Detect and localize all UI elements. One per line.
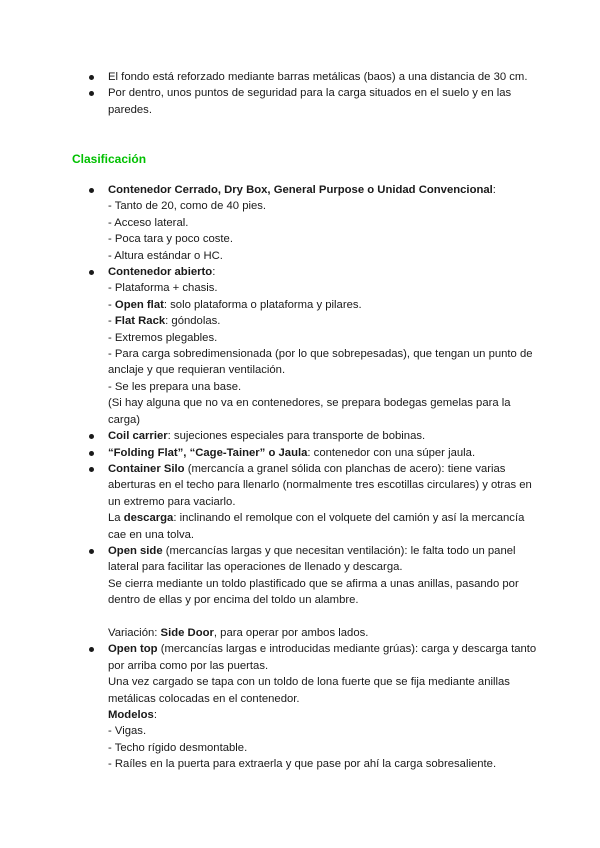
bullet-icon (89, 188, 94, 193)
item-container-silo (0, 461, 600, 543)
item-title: Open side (108, 544, 163, 557)
detail-line: La descarga: inclinando el remolque con el volquete del camión y así la mercancía cae en una tolva. (108, 512, 525, 541)
detail-line: - Techo rígido desmontable. (108, 741, 248, 754)
top-bullet-list (0, 69, 600, 118)
bullet-icon (89, 434, 94, 439)
detail-line: - Se les prepara una base. (108, 380, 242, 393)
detail-line: Una vez cargado se tapa con un toldo de lona fuerte que se fija mediante anillas metálicas colocadas en el contenedor. (108, 676, 510, 705)
item-text: (mercancías largas e introducidas mediante grúas): carga y descarga tanto por arriba como por las puertas. (108, 643, 537, 672)
item-coil-carrier (0, 428, 600, 444)
item-title: Open top (108, 643, 158, 656)
detail-line: - Tanto de 20, como de 40 pies. (108, 200, 267, 213)
detail-line: - Open flat: solo plataforma o plataforma y pilares. (108, 298, 362, 311)
item-title: Container Silo (108, 462, 185, 475)
detail-line: - Acceso lateral. (108, 216, 189, 229)
list-item-text: Por dentro, unos puntos de seguridad para la carga situados en el suelo y en las paredes. (108, 87, 512, 116)
classification-list (0, 182, 600, 773)
bullet-icon (89, 451, 94, 456)
detail-line: - Para carga sobredimensionada (por lo que sobrepesadas), que tengan un punto de anclaje y que requieran ventilación. (108, 348, 533, 377)
item-folding-flat (0, 445, 600, 461)
item-title: Coil carrier (108, 430, 168, 443)
item-contenedor-abierto (0, 264, 600, 428)
item-text: : sujeciones especiales para transporte de bobinas. (167, 430, 426, 443)
bullet-icon (89, 647, 94, 652)
detail-line: - Poca tara y poco coste. (108, 233, 233, 246)
bullet-icon (89, 467, 94, 472)
item-text: (mercancía a granel sólida con planchas de acero): tiene varias aberturas en el techo para llenarlo (normalmente tres escotillas circulares) y otras en un extremo para vaciarlo. (108, 462, 532, 508)
bullet-icon (89, 270, 94, 275)
item-title: Contenedor Cerrado, Dry Box, General Purpose o Unidad Convencional (108, 184, 493, 196)
detail-line: - Vigas. (108, 725, 147, 738)
section-heading: Clasificación (72, 152, 147, 166)
item-contenedor-cerrado (0, 182, 600, 264)
list-item-text: El fondo está reforzado mediante barras metálicas (baos) a una distancia de 30 cm. (108, 71, 528, 83)
detail-line: Se cierra mediante un toldo plastificado que se afirma a unas anillas, pasando por dentro de ellas y por encima del toldo un alambre. (108, 577, 519, 607)
bullet-icon (89, 91, 94, 96)
detail-line: - Extremos plegables. (108, 331, 218, 344)
list-item (0, 85, 600, 118)
item-title: “Folding Flat”, “Cage-Tainer” o Jaula (108, 446, 308, 459)
subheading-modelos: Modelos (108, 708, 154, 721)
item-open-side (0, 543, 600, 641)
detail-line: - Flat Rack: góndolas. (108, 315, 221, 328)
colon: : (492, 184, 496, 196)
detail-line: - Altura estándar o HC. (108, 249, 223, 262)
item-text: (mercancías largas y que necesitan ventilación): le falta todo un panel lateral para facilitar las operaciones de llenado y descarga. (108, 544, 516, 574)
bullet-icon (89, 75, 94, 80)
detail-line: Variación: Side Door, para operar por ambos lados. (108, 626, 369, 639)
list-item (0, 69, 600, 85)
bullet-icon (89, 549, 94, 554)
item-title: Contenedor abierto (108, 266, 213, 279)
colon: : (212, 266, 216, 279)
item-text: : contenedor con una súper jaula. (307, 446, 476, 459)
detail-line: (Si hay alguna que no va en contenedores, se prepara bodegas gemelas para la carga) (108, 397, 511, 426)
detail-line: - Plataforma + chasis. (108, 282, 218, 295)
item-open-top: Open top (mercancías largas e introducidas mediante grúas): carga y descarga tanto por arriba como por las puertas. Una vez cargado se tapa con un toldo de lona fuerte que se fija mediante anillas metálicas colocadas en el contenedor. Modelos: - Vigas. - Techo rígido desmontable. - Raíles en la puerta para extraerla y que pase por ahí la carga sobresaliente. (0, 641, 600, 772)
detail-line: - Raíles en la puerta para extraerla y que pase por ahí la carga sobresaliente. (108, 758, 497, 771)
